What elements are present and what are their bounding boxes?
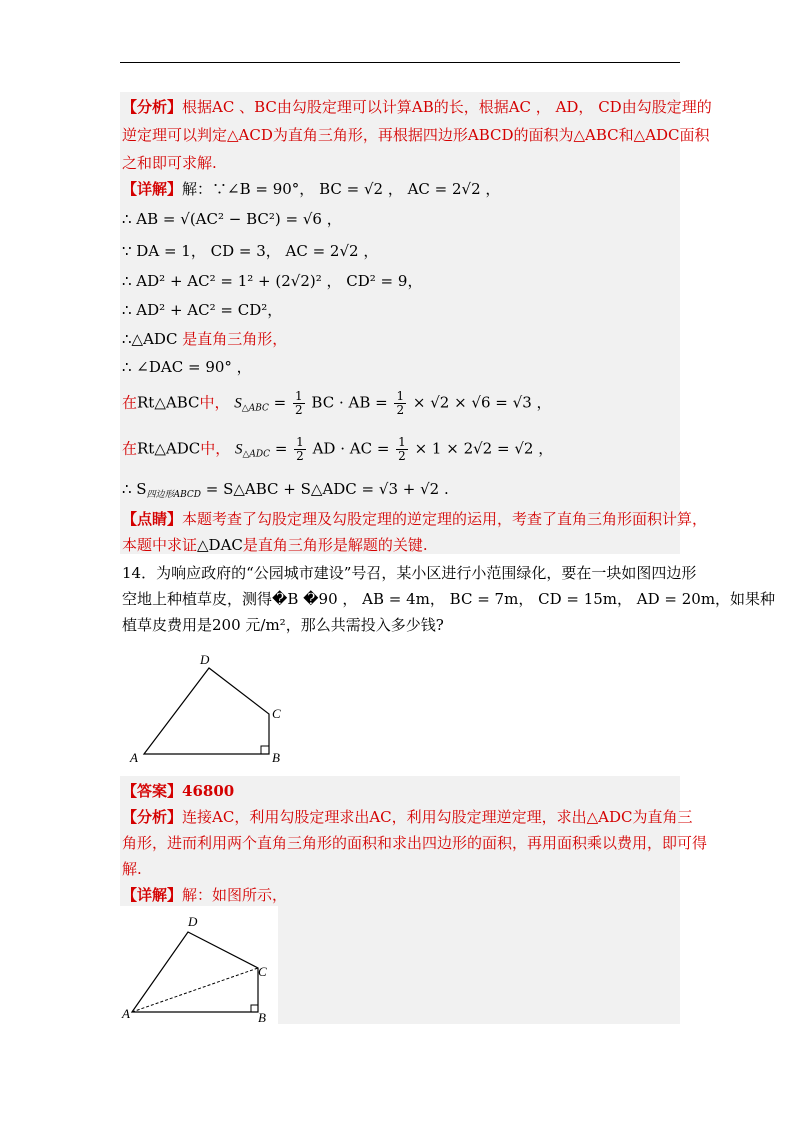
vertex-label-d: D — [200, 652, 210, 667]
vertex-label-b: B — [272, 750, 280, 765]
question-14-line-3: 植草皮费用是200 元/m²，那么共需投入多少钱? — [122, 616, 444, 634]
vertex-label-d: D — [188, 914, 198, 929]
answer-line — [122, 780, 234, 802]
solution-figure — [120, 906, 278, 1024]
analysis2-line-1: 【分析】连接AC，利用勾股定理求出AC，利用勾股定理逆定理，求出△ADC为直角三 — [122, 808, 693, 826]
comment-line-2: 本题中求证△DAC是直角三角形是解题的关键. — [122, 536, 428, 554]
solution-quadrilateral — [132, 932, 258, 1012]
vertex-label-a: A — [122, 1006, 130, 1021]
vertex-label-c: C — [258, 964, 267, 979]
detail-line-8: 在Rt△ABC中， $S_{\triangle ABC}$ = $\frac{1}{2}$ BC · AB = $\frac{1}{2}$ × √2 × √6 = √3 ， — [122, 389, 552, 417]
vertex-label-c: C — [272, 706, 281, 721]
detail2-line: 【详解】解：如图所示， — [122, 886, 288, 904]
fraction-half: $\frac{1}{2}$ — [296, 435, 304, 463]
detail-line-2: ∴ AB = √(AC² − BC²) = √6 ， — [122, 210, 342, 228]
header-rule — [120, 62, 680, 63]
detail-line-7: ∴ ∠DAC = 90° ， — [122, 358, 252, 376]
comment-line-1: 【点睛】本题考查了勾股定理及勾股定理的逆定理的运用，考查了直角三角形面积计算， — [122, 510, 708, 528]
vertex-label-a: A — [130, 750, 138, 765]
analysis2-line-3: 解. — [122, 860, 142, 878]
detail-tag: 【详解】 — [122, 180, 183, 198]
analysis-line-3: 之和即可求解. — [122, 154, 217, 172]
vertex-label-b: B — [258, 1010, 266, 1024]
question-14-line-2: 空地上种植草皮，测得�B �90 ， AB = 4m， BC = 7m， CD = 15m， AD = 20m，如果种 — [122, 590, 776, 608]
right-angle-mark — [251, 1005, 258, 1012]
detail-line-10: ∴ $S_{四边形ABCD}$ = S△ABC + S△ADC = √3 + √2 . — [122, 480, 449, 500]
right-angle-mark — [261, 746, 269, 754]
comment-tag: 【点睛】 — [122, 510, 183, 528]
detail-line-5: ∴ AD² + AC² = CD²， — [122, 301, 283, 319]
quadrilateral-figure — [120, 648, 300, 770]
diagonal-ac — [132, 968, 258, 1012]
detail-line-4: ∴ AD² + AC² = 1² + (2√2)² ， CD² = 9， — [122, 272, 423, 290]
detail-line-3: ∵ DA = 1， CD = 3， AC = 2√2 ， — [122, 242, 379, 260]
detail-line-1: 【详解】解：∵∠B = 90°， BC = √2 ， AC = 2√2 ， — [122, 180, 501, 198]
detail-line-9: 在Rt△ADC中， $S_{\triangle ADC}$ = $\frac{1}{2}$ AD · AC = $\frac{1}{2}$ × 1 × 2√2 = √2 ， — [122, 435, 554, 463]
answer-value: 46800 — [182, 782, 235, 800]
quadrilateral-shape — [144, 668, 269, 754]
detail-line-6: ∴△ADC 是直角三角形， — [122, 330, 288, 348]
analysis-line-1: 【分析】根据AC 、BC由勾股定理可以计算AB的长，根据AC ， AD， CD由勾股定理的 — [122, 98, 712, 116]
fraction-half: $\frac{1}{2}$ — [398, 435, 406, 463]
analysis-tag: 【分析】 — [122, 98, 183, 116]
fraction-half: $\frac{1}{2}$ — [396, 389, 405, 417]
analysis-line-2: 逆定理可以判定△ACD为直角三角形，再根据四边形ABCD的面积为△ABC和△ADC面积 — [122, 126, 710, 144]
answer-tag: 【答案】 — [122, 782, 183, 800]
analysis2-line-2: 角形，进而利用两个直角三角形的面积和求出四边形的面积，再用面积乘以费用，即可得 — [122, 834, 708, 852]
question-14-line-1: 14．为响应政府的“公园城市建设”号召，某小区进行小范围绿化，要在一块如图四边形 — [122, 564, 697, 582]
fraction-half: $\frac{1}{2}$ — [294, 389, 303, 417]
